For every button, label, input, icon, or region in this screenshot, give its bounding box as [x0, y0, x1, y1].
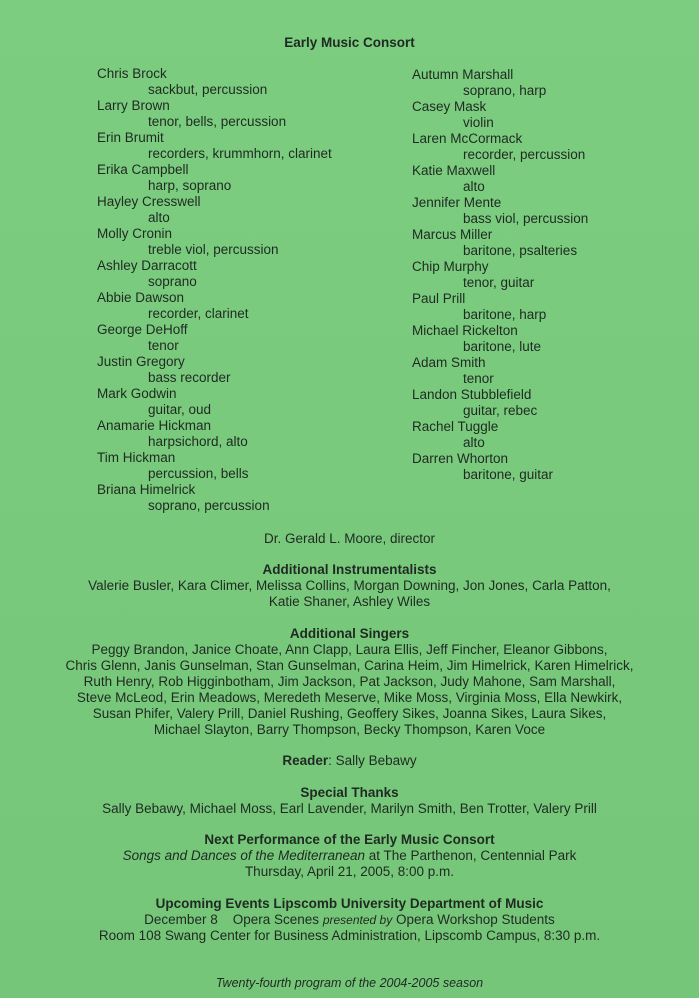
singers-line: Ruth Henry, Rob Higginbotham, Jim Jackson, Pat Jackson, Judy Mahone, Sam Marshall, [83, 674, 616, 689]
member-name: Tim Hickman [97, 450, 176, 465]
upcoming-event-date: December 8 [144, 912, 218, 927]
member-instruments: guitar, oud [148, 402, 212, 417]
upcoming-presenter: Opera Workshop Students [395, 912, 555, 927]
singers-line: Peggy Brandon, Janice Choate, Ann Clapp, Laura Ellis, Jeff Fincher, Eleanor Gibbons, [91, 642, 608, 657]
member-instruments: tenor [148, 338, 179, 353]
member-instruments: tenor, bells, percussion [148, 114, 287, 129]
thanks-text: Sally Bebawy, Michael Moss, Earl Lavender, Marilyn Smith, Ben Trotter, Valery Prill [102, 801, 597, 816]
member-entry [412, 99, 588, 131]
instrumentalists-line: Valerie Busler, Kara Climer, Melissa Collins, Morgan Downing, Jon Jones, Carla Patton, [88, 578, 611, 593]
member-entry [97, 226, 332, 258]
upcoming-event-title: Opera Scenes [232, 912, 320, 927]
members-right-column [412, 67, 588, 483]
next-performance-work-line [0, 848, 699, 864]
member-entry [412, 195, 588, 227]
member-name: Briana Himelrick [97, 482, 196, 497]
member-entry [412, 259, 588, 291]
member-name: Casey Mask [412, 99, 487, 114]
member-name: Laren McCormack [412, 131, 523, 146]
member-instruments: baritone, harp [463, 307, 547, 322]
reader-label: Reader [282, 753, 329, 768]
member-instruments: soprano, harp [463, 83, 547, 98]
member-instruments: sackbut, percussion [148, 82, 268, 97]
member-name: Chris Brock [97, 66, 167, 81]
member-name: Mark Godwin [97, 386, 177, 401]
member-instruments: soprano, percussion [148, 498, 270, 513]
member-instruments: violin [463, 115, 494, 130]
member-entry [97, 258, 332, 290]
next-performance-heading: Next Performance of the Early Music Consort [204, 832, 495, 847]
member-name: Rachel Tuggle [412, 419, 499, 434]
member-instruments: percussion, bells [148, 466, 249, 481]
member-instruments: bass viol, percussion [463, 211, 589, 226]
member-entry [412, 67, 588, 99]
member-name: Erin Brumit [97, 130, 164, 145]
reader-name: : Sally Bebawy [328, 753, 417, 768]
member-instruments: treble viol, percussion [148, 242, 279, 257]
member-name: Landon Stubblefield [412, 387, 532, 402]
member-entry [412, 131, 588, 163]
next-performance-venue: at The Parthenon, Centennial Park [365, 848, 577, 863]
member-instruments: baritone, lute [463, 339, 542, 354]
member-entry [97, 386, 332, 418]
member-name: Hayley Cresswell [97, 194, 201, 209]
member-name: Katie Maxwell [412, 163, 496, 178]
member-name: Abbie Dawson [97, 290, 185, 305]
member-entry [412, 227, 588, 259]
member-name: Erika Campbell [97, 162, 189, 177]
director-line: Dr. Gerald L. Moore, director [263, 531, 436, 546]
member-name: Anamarie Hickman [97, 418, 212, 433]
thanks-section [0, 785, 699, 817]
member-entry [97, 290, 332, 322]
singers-line: Chris Glenn, Janis Gunselman, Stan Gunselman, Carina Heim, Jim Himelrick, Karen Himelrick, [65, 658, 634, 673]
member-name: Chip Murphy [412, 259, 489, 274]
member-entry [97, 322, 332, 354]
upcoming-presented-by: presented by [322, 913, 393, 927]
next-performance-section [0, 832, 699, 880]
member-entry [412, 419, 588, 451]
member-instruments: harpsichord, alto [148, 434, 248, 449]
instrumentalists-line: Katie Shaner, Ashley Wiles [268, 594, 431, 609]
singers-heading: Additional Singers [289, 626, 410, 641]
member-name: Molly Cronin [97, 226, 173, 241]
member-entry [97, 418, 332, 450]
member-entry [97, 162, 332, 194]
season-footer: Twenty-fourth program of the 2004-2005 season [215, 976, 484, 990]
member-entry [97, 450, 332, 482]
member-instruments: recorder, clarinet [148, 306, 249, 321]
member-entry [412, 355, 588, 387]
member-instruments: soprano [148, 274, 197, 289]
member-name: Larry Brown [97, 98, 170, 113]
instrumentalists-heading: Additional Instrumentalists [262, 562, 437, 577]
member-name: Michael Rickelton [412, 323, 518, 338]
member-entry [97, 194, 332, 226]
member-name: Jennifer Mente [412, 195, 502, 210]
member-instruments: tenor [463, 371, 494, 386]
singers-section [0, 626, 699, 738]
next-performance-date: Thursday, April 21, 2005, 8:00 p.m. [244, 864, 455, 879]
next-performance-work: Songs and Dances of the Mediterranean [122, 848, 366, 863]
member-instruments: baritone, psalteries [463, 243, 578, 258]
member-entry [97, 482, 332, 514]
member-name: Ashley Darracott [97, 258, 197, 273]
member-instruments: baritone, guitar [463, 467, 554, 482]
member-name: Justin Gregory [97, 354, 185, 369]
thanks-heading: Special Thanks [300, 785, 399, 800]
member-name: Darren Whorton [412, 451, 509, 466]
member-instruments: guitar, rebec [463, 403, 538, 418]
member-entry [412, 451, 588, 483]
member-name: Adam Smith [412, 355, 486, 370]
instrumentalists-section [0, 562, 699, 610]
member-name: Autumn Marshall [412, 67, 514, 82]
members-left-column [97, 66, 332, 514]
member-instruments: alto [463, 179, 485, 194]
consort-title: Early Music Consort [284, 35, 415, 50]
member-entry [412, 291, 588, 323]
member-instruments: tenor, guitar [463, 275, 535, 290]
member-entry [97, 130, 332, 162]
member-instruments: harp, soprano [148, 178, 232, 193]
reader-line [0, 753, 699, 769]
member-entry [412, 163, 588, 195]
member-entry [97, 98, 332, 130]
member-instruments: recorder, percussion [463, 147, 586, 162]
member-name: Marcus Miller [412, 227, 493, 242]
member-entry [412, 387, 588, 419]
member-name: George DeHoff [97, 322, 188, 337]
upcoming-location: Room 108 Swang Center for Business Administration, Lipscomb Campus, 8:30 p.m. [98, 928, 601, 943]
member-instruments: alto [148, 210, 170, 225]
singers-line: Susan Phifer, Valery Prill, Daniel Rushing, Geoffery Sikes, Joanna Sikes, Laura Sikes, [92, 706, 607, 721]
member-instruments: alto [463, 435, 485, 450]
upcoming-event-line [0, 912, 699, 928]
member-entry [97, 354, 332, 386]
member-instruments: recorders, krummhorn, clarinet [148, 146, 332, 161]
member-name: Paul Prill [412, 291, 466, 306]
upcoming-heading: Upcoming Events Lipscomb University Department of Music [155, 896, 544, 911]
member-entry [412, 323, 588, 355]
member-instruments: bass recorder [148, 370, 231, 385]
member-entry [97, 66, 332, 98]
singers-line: Michael Slayton, Barry Thompson, Becky Thompson, Karen Voce [153, 722, 546, 737]
singers-line: Steve McLeod, Erin Meadows, Meredeth Meserve, Mike Moss, Virginia Moss, Ella Newkirk, [76, 690, 623, 705]
upcoming-events-section [0, 896, 699, 944]
